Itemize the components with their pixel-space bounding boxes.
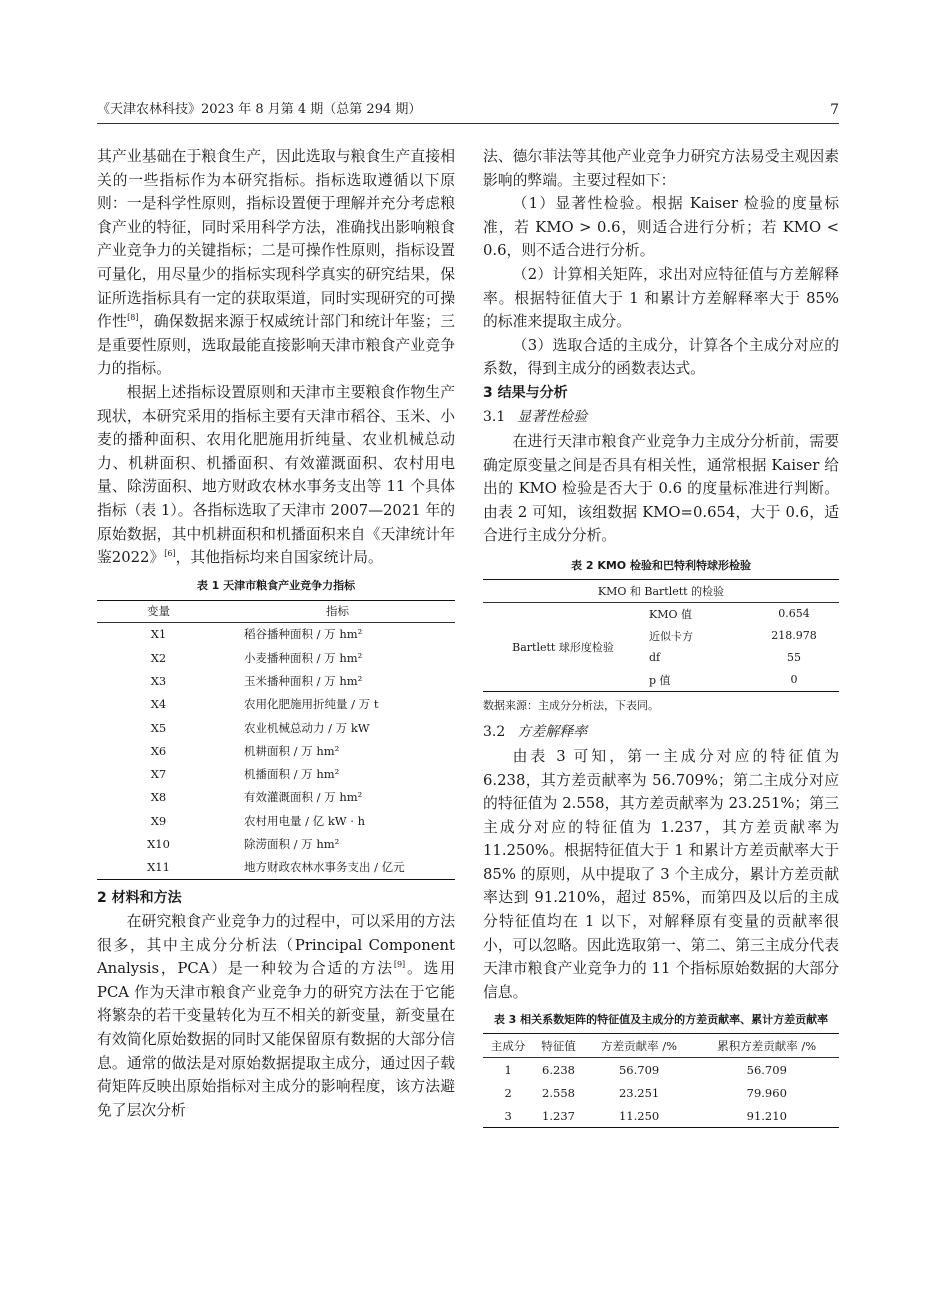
table2-cell-value: 0	[790, 673, 798, 687]
table3-cell: 6.238	[533, 1058, 583, 1082]
table3-cell: 1	[483, 1058, 533, 1082]
table3-caption: 表 3 相关系数矩阵的特征值及主成分的方差贡献率、累计方差贡献率	[493, 1013, 829, 1027]
table1-cell-indicator: 有效灌溉面积 / 万 hm²	[244, 790, 363, 805]
subsection-3-2-number: 3.2	[483, 723, 506, 740]
table1-row	[97, 762, 455, 785]
section-3-heading: 3 结果与分析	[483, 384, 568, 401]
table3-cell: 3	[504, 1108, 512, 1123]
table1-cell-indicator: 机播面积 / 万 hm²	[244, 767, 340, 782]
left-paragraph-2-tail: ，其他指标均来自国家统计局。	[175, 549, 383, 567]
paragraph-3-2: 由表 3 可知，第一主成分对应的特征值为 6.238，其方差贡献率为 56.709%；第二主成分对应的特征值为 2.558，其方差贡献率为 23.251%；第三主成分对应的特征值为 1.237，其方差贡献率为 11.250%。根据特征值大于 1 和累计方差贡献率大于 85% 的原则，从中提取了 3 个主成分，累计方差贡献率达到 91.210%，超过 85%，而第四及以后的主成分特征值均在 1 以下，对解释原有变量的贡献率很小，可以忽略。因此选取第一、第二、第三主成分代表天津市粮食产业竞争力的 11 个指标原始数据的大部分信息。	[483, 747, 839, 1001]
citation-8[interactable]: [8]	[127, 313, 139, 323]
table3-row	[483, 1104, 839, 1128]
paragraph-3-1: 在进行天津市粮食产业竞争力主成分分析前，需要确定原变量之间是否具有相关性，通常根据 Kaiser 给出的 KMO 检验是否大于 0.6 的度量标准进行判断。由表 2 可知，该组数据 KMO=0.654，大于 0.6，适合进行主成分分析。	[483, 432, 839, 545]
table1-header-variable: 变量	[97, 600, 220, 622]
header-rule	[97, 123, 839, 124]
page-number: 7	[830, 102, 839, 118]
table3-cell: 56.709	[584, 1058, 695, 1082]
table1-cell-variable: X6	[150, 743, 167, 758]
table2-caption: 表 2 KMO 检验和巴特利特球形检验	[571, 558, 751, 572]
table1-row	[97, 622, 455, 646]
table3-cell: 23.251	[618, 1085, 660, 1100]
table1-row	[97, 739, 455, 762]
left-paragraph-1-tail: ，确保数据来源于权威统计部门和统计年鉴；三是重要性原则，选取最能直接影响天津市粮食产业竞争力的指标。	[97, 313, 455, 378]
table1-cell-indicator: 稻谷播种面积 / 万 hm²	[220, 622, 455, 646]
method-step-1: （1）显著性检验。根据 Kaiser 检验的度量标准，若 KMO > 0.6，则适合进行分析；若 KMO < 0.6，则不适合进行分析。	[483, 195, 839, 260]
table1-row	[97, 646, 455, 669]
method-step-2: （2）计算相关矩阵，求出对应特征值与方差解释率。根据特征值大于 1 和累计方差解释率大于 85% 的标准来提取主成分。	[483, 265, 839, 331]
table3-cell: 91.210	[746, 1108, 787, 1123]
table3-cell: 2	[504, 1085, 512, 1100]
table1-row	[97, 832, 455, 855]
table2-cell-label: p 值	[649, 673, 671, 687]
table1-row	[97, 716, 455, 739]
table1-cell-variable: X3	[150, 673, 167, 688]
table1-row	[97, 693, 455, 716]
table3-header-variance: 方差贡献率 /%	[584, 1034, 695, 1058]
table2-cell-label: df	[649, 651, 661, 665]
table3-row	[483, 1058, 839, 1082]
left-column	[97, 145, 455, 1122]
table3-cell: 2.558	[542, 1085, 575, 1100]
table1-cell-indicator: 玉米播种面积 / 万 hm²	[244, 673, 363, 688]
table2-kmo-label: KMO 值	[643, 602, 749, 625]
left-paragraph-2-text: 根据上述指标设置原则和天津市主要粮食作物生产现状，本研究采用的指标主要有天津市稻谷、玉米、小麦的播种面积、农用化肥施用折纯量、农业机械总动力、机耕面积、机播面积、有效灌溉面积、农村用电量、除涝面积、地方财政农林水事务支出等 11 个具体指标（表 1）。各指标选取了天津市 2007—2021 年的原始数据，其中机耕面积和机播面积来自《天津统计年鉴2022》	[97, 383, 455, 567]
table1-row	[97, 669, 455, 692]
table3	[483, 1033, 839, 1128]
journal-title: 《天津农林科技》2023 年 8 月第 4 期（总第 294 期）	[97, 102, 422, 117]
left-paragraph-3-tail: 。选用 PCA 作为天津市粮食产业竞争力的研究方法在于它能将繁杂的若干变量转化为互不相关的新变量，新变量在有效简化原始数据的同时又能保留原有数据的大部分信息。通常的做法是对原始数据提取主成分，通过因子载荷矩阵反映出原始指标对主成分的影响程度，该方法避免了层次分析	[97, 960, 455, 1119]
table1-cell-indicator: 机耕面积 / 万 hm²	[244, 743, 340, 758]
table2-cell-value: 55	[787, 651, 801, 665]
method-step-3: （3）选取合适的主成分，计算各个主成分对应的系数，得到主成分的函数表达式。	[483, 336, 839, 378]
table3-cell: 11.250	[618, 1108, 660, 1123]
table1-cell-indicator: 农村用电量 / 亿 kW · h	[244, 813, 366, 828]
table1-row	[97, 809, 455, 832]
table2-cell-value: 218.978	[771, 629, 817, 643]
table1-cell-variable: X5	[150, 720, 167, 735]
subsection-3-1-number: 3.1	[483, 408, 506, 425]
table1-cell-indicator: 除涝面积 / 万 hm²	[244, 837, 340, 851]
table3-header-eigenvalue: 特征值	[533, 1034, 583, 1058]
table3-cell: 56.709	[695, 1058, 839, 1082]
table1-cell-indicator: 农业机械总动力 / 万 kW	[244, 720, 370, 735]
subsection-3-2-heading	[483, 721, 839, 743]
table1-caption: 表 1 天津市粮食产业竞争力指标	[196, 578, 356, 592]
table2-cell-label: 近似卡方	[649, 629, 693, 643]
table2-note: 数据来源：主成分分析法，下表同。	[483, 698, 659, 712]
subsection-3-1-heading	[483, 406, 839, 428]
table2-group-label: Bartlett 球形度检验	[483, 602, 643, 691]
table1-cell-variable: X4	[150, 697, 167, 712]
table1-cell-variable: X2	[150, 650, 167, 665]
citation-9[interactable]: [9]	[393, 960, 406, 970]
table2-header: KMO 和 Bartlett 的检验	[483, 579, 839, 602]
table3-header-cumulative: 累积方差贡献率 /%	[695, 1034, 839, 1058]
left-paragraph-3-text: 在研究粮食产业竞争力的过程中，可以采用的方法很多，其中主成分分析法（Principal Component Analysis，PCA）是一种较为合适的方法	[97, 912, 455, 978]
table3-row	[483, 1081, 839, 1104]
left-paragraph-1	[97, 145, 455, 381]
table1-header-indicator: 指标	[220, 600, 455, 622]
table1-cell-variable: X8	[150, 790, 167, 805]
subsection-3-1-title: 显著性检验	[517, 408, 588, 425]
table1-row	[97, 786, 455, 809]
table1-cell-variable: X10	[147, 837, 170, 851]
page-header	[97, 100, 839, 120]
left-paragraph-3	[97, 910, 455, 1122]
table1-row	[97, 856, 455, 880]
table2	[483, 579, 839, 692]
left-paragraph-2	[97, 381, 455, 570]
table2-kmo-value: 0.654	[749, 602, 839, 625]
citation-6[interactable]: [6]	[164, 549, 176, 559]
table1-cell-indicator: 农用化肥施用折纯量 / 万 t	[244, 697, 379, 712]
section-2-heading: 2 材料和方法	[97, 889, 182, 906]
table3-cell: 79.960	[746, 1085, 787, 1100]
right-column	[483, 145, 839, 1128]
table1-cell-indicator: 地方财政农林水事务支出 / 亿元	[244, 860, 405, 875]
table1	[97, 600, 455, 880]
table1-cell-variable: X9	[150, 813, 167, 828]
table3-header-component: 主成分	[483, 1034, 533, 1058]
table1-cell-variable: X11	[147, 860, 170, 875]
table1-cell-indicator: 小麦播种面积 / 万 hm²	[244, 650, 363, 665]
left-paragraph-1-text: 其产业基础在于粮食生产，因此选取与粮食生产直接相关的一些指标作为本研究指标。指标选取遵循以下原则：一是科学性原则，指标设置便于理解并充分考虑粮食产业的特征，同时采用科学方法，准确找出影响粮食产业竞争力的关键指标；二是可操作性原则，指标设置可量化，用尽量少的指标实现科学真实的研究结果，保证所选指标具有一定的获取渠道，同时实现研究的可操作性	[97, 148, 455, 331]
right-paragraph-1: 法、德尔菲法等其他产业竞争力研究方法易受主观因素影响的弊端。主要过程如下：	[483, 148, 839, 189]
table1-cell-variable: X7	[150, 767, 167, 782]
subsection-3-2-title: 方差解释率	[517, 723, 588, 740]
table1-cell-variable: X1	[97, 622, 220, 646]
table3-cell: 1.237	[542, 1108, 575, 1123]
